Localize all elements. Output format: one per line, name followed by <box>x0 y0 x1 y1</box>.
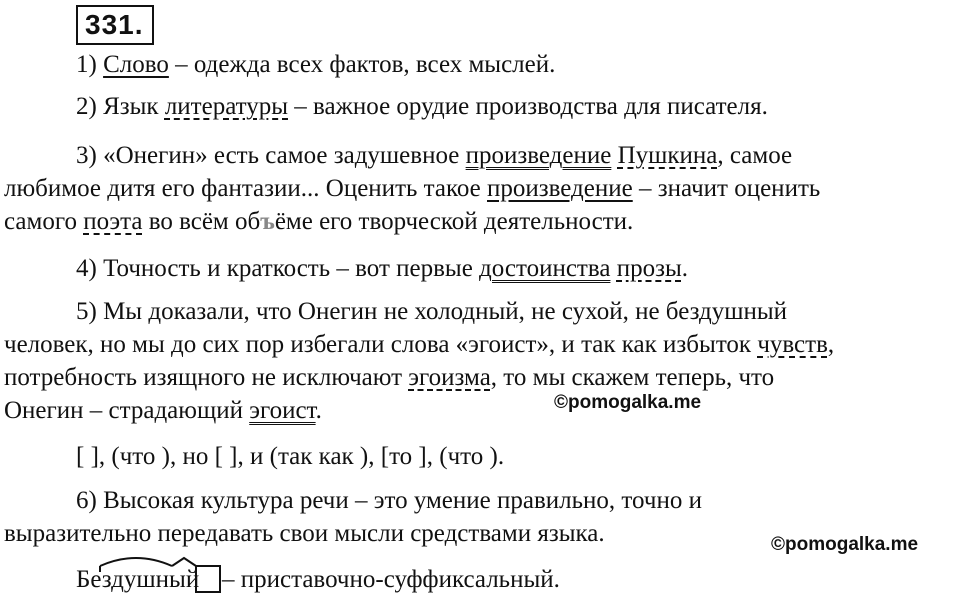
attribute-word: чувств <box>757 331 828 358</box>
parsed-word: Бездушный <box>76 566 200 593</box>
sentence-3-line-1: 3) «Онегин» есть самое задушевное произведение Пушкина, самое <box>76 142 793 169</box>
attribute-word: эгоизма <box>408 364 491 391</box>
watermark: ©pomogalka.me <box>554 392 702 413</box>
watermark: ©pomogalka.me <box>771 534 919 555</box>
attribute-word: поэта <box>83 208 143 235</box>
sentence-5-line-3: потребность изящного не исключают эгоизма, то мы скажем теперь, что <box>4 364 775 391</box>
ending-box-mark <box>196 566 220 592</box>
word-formation-method: – приставочно-суффиксальный. <box>222 566 560 593</box>
hard-sign-letter: ъ <box>260 208 275 235</box>
sentence-3-line-3: самого поэта во всём объёме его творческой деятельности. <box>4 208 634 235</box>
sentence-4: 4) Точность и краткость – вот первые достоинства прозы. <box>76 255 688 282</box>
attribute-word: прозы <box>616 255 682 282</box>
sentence-1: 1) Слово – одежда всех фактов, всех мыслей. <box>76 51 556 78</box>
subject-word: произведение <box>487 175 633 202</box>
sentence-6-line-2: выразительно передавать свои мысли средствами языка. <box>4 520 605 547</box>
morpheme-parse <box>74 554 224 594</box>
attribute-word: литературы <box>164 93 289 120</box>
sentence-5-line-4: Онегин – страдающий эгоист. <box>4 397 322 424</box>
sentence-5-line-1: 5) Мы доказали, что Онегин не холодный, не сухой, не бездушный <box>76 298 788 325</box>
predicate-word: достоинства <box>479 255 611 282</box>
sentence-5-line-2: человек, но мы до сих пор избегали слова «эгоист», и так как избыток чувств, <box>4 331 835 358</box>
predicate-word: эгоист <box>249 397 316 424</box>
attribute-word: Пушкина <box>617 142 718 169</box>
subject-word: Слово <box>103 51 169 78</box>
sentence-2: 2) Язык литературы – важное орудие производства для писателя. <box>76 93 768 120</box>
predicate-word: произведение <box>465 142 612 169</box>
sentence-3-line-2: любимое дитя его фантазии... Оценить такое произведение – значит оценить <box>4 175 821 202</box>
sentence-6-line-1: 6) Высокая культура речи – это умение правильно, точно и <box>76 487 702 514</box>
exercise-number: 331. <box>76 5 154 45</box>
sentence-scheme: [ ], (что ), но [ ], и (так как ), [то ], (что ). <box>76 443 505 470</box>
